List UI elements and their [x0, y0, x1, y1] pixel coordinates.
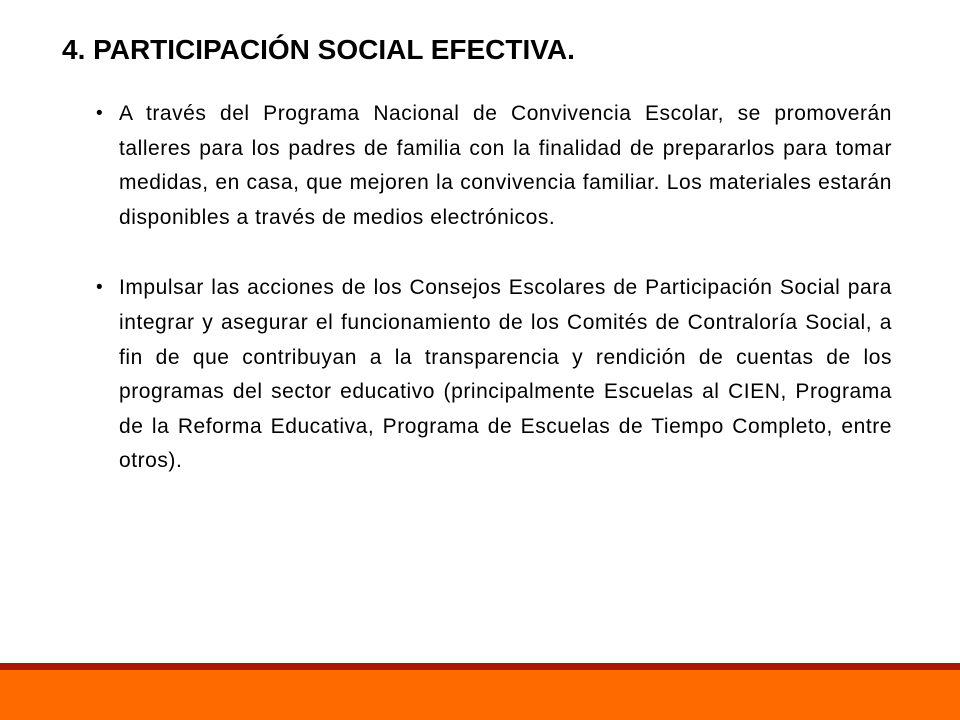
- bullet-marker: •: [96, 103, 103, 124]
- bullet-list: [96, 97, 892, 515]
- slide-title: 4. PARTICIPACIÓN SOCIAL EFECTIVA.: [62, 34, 575, 65]
- bullet-item: [96, 271, 892, 479]
- bullet-item: [96, 97, 892, 235]
- footer-bar-orange: [0, 670, 960, 720]
- footer-bar-dark: [0, 663, 960, 670]
- bullet-text-convivencia: A través del Programa Nacional de Convivencia Escolar, se promoverán talleres para los padres de familia con la finalidad de prepararlos para tomar medidas, en casa, que mejoren la convivencia familiar. Los materiales estarán disponibles a través de medios electrónicos.: [119, 102, 892, 229]
- bullet-text-consejos: Impulsar las acciones de los Consejos Escolares de Participación Social para integrar y asegurar el funcionamiento de los Comités de Contraloría Social, a fin de que contribuyan a la transparencia y rendición de cuentas de los programas del sector educativo (principalmente Escuelas al CIEN, Programa de la Reforma Educativa, Programa de Escuelas de Tiempo Completo, entre otros).: [119, 276, 892, 473]
- bullet-marker: •: [96, 277, 103, 299]
